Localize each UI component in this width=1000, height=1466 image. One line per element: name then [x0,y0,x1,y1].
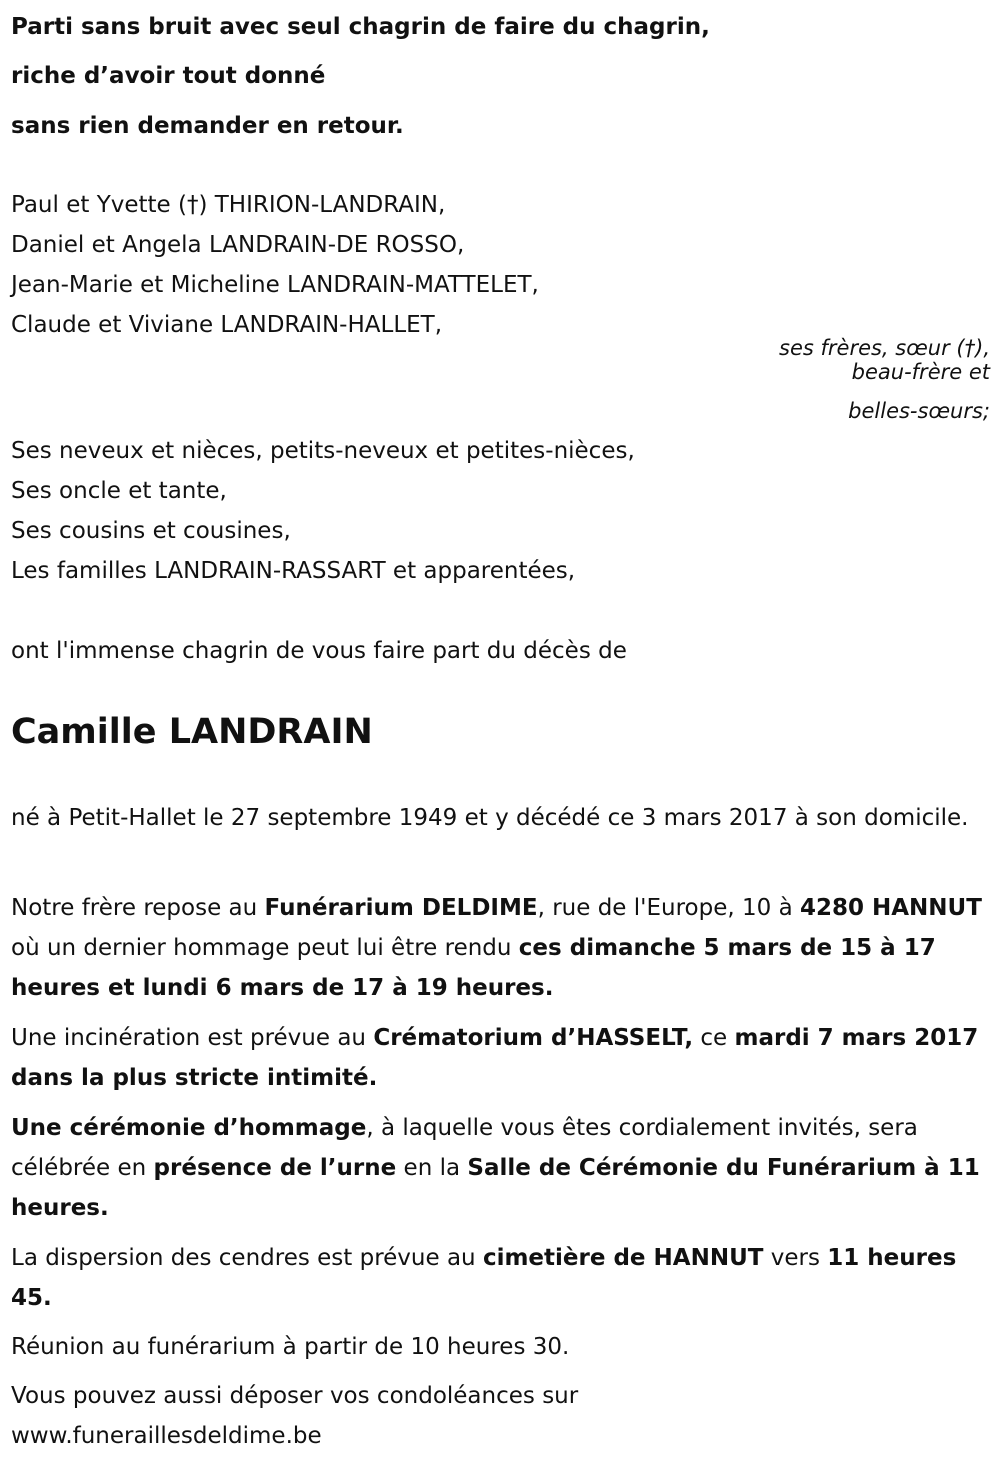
city: 4280 HANNUT [799,895,982,921]
funerarium-name: Funérarium DELDIME [264,895,538,921]
ceremony-text: , à laquelle vous êtes cordialement invités, sera célébrée en [11,1115,918,1181]
repose-paragraph [11,888,986,1008]
sibling-line: Claude et Viviane LANDRAIN-HALLET, [11,312,443,338]
family-line: Ses neveux et nièces, petits-neveux et petites-nièces, [11,438,635,464]
birth-death-paragraph: né à Petit-Hallet le 27 septembre 1949 et y décédé ce 3 mars 2017 à son domicile. [11,805,969,831]
sibling-line: Daniel et Angela LANDRAIN-DE ROSSO, [11,232,465,258]
repose-text: où un dernier hommage peut lui être rendu [11,935,519,961]
poem-line-1: Parti sans bruit avec seul chagrin de faire du chagrin, [11,14,710,40]
ceremony-paragraph [11,1108,986,1228]
condolences-link[interactable]: www.funeraillesdeldime.be [11,1423,322,1449]
incineration-date: mardi 7 mars 2017 dans la plus stricte intimité. [11,1025,979,1091]
family-line: Les familles LANDRAIN-RASSART et apparentées, [11,558,576,584]
relation-line-1: ses frères, sœur (†), [779,336,990,360]
reunion-paragraph: Réunion au funérarium à partir de 10 heures 30. [11,1334,570,1360]
dispersion-text: vers [763,1245,828,1271]
repose-text: Notre frère repose au [11,895,265,921]
dispersion-time: 11 heures 45. [11,1245,957,1311]
visiting-hours: ces dimanche 5 mars de 15 à 17 heures et lundi 6 mars de 17 à 19 heures. [11,935,936,1001]
poem-line-3: sans rien demander en retour. [11,113,404,139]
announcement: ont l'immense chagrin de vous faire part du décès de [11,638,627,664]
dispersion-paragraph [11,1238,986,1318]
condolences-paragraph [11,1376,986,1456]
relation-line-3: belles-sœurs; [848,399,990,423]
family-line: Ses cousins et cousines, [11,518,291,544]
urn-presence: présence de l’urne [153,1155,397,1181]
sibling-line: Paul et Yvette (†) THIRION-LANDRAIN, [11,192,446,218]
family-line: Ses oncle et tante, [11,478,227,504]
ceremony-title: Une cérémonie d’hommage [11,1115,367,1141]
dispersion-text: La dispersion des cendres est prévue au [11,1245,483,1271]
incineration-paragraph [11,1018,986,1098]
crematorium-name: Crématorium d’HASSELT, [373,1025,694,1051]
condolences-text: Vous pouvez aussi déposer vos condoléances sur [11,1383,579,1409]
ceremony-place-time: Salle de Cérémonie du Funérarium à 11 heures. [11,1155,980,1221]
repose-text: , rue de l'Europe, 10 à [537,895,800,921]
cemetery-name: cimetière de HANNUT [482,1245,764,1271]
poem-line-2: riche d’avoir tout donné [11,63,326,89]
ceremony-text: en la [396,1155,468,1181]
sibling-line: Jean-Marie et Micheline LANDRAIN-MATTELET, [11,272,539,298]
incineration-text: Une incinération est prévue au [11,1025,374,1051]
relation-line-2: beau-frère et [851,360,990,384]
incineration-text: ce [693,1025,735,1051]
deceased-name: Camille LANDRAIN [11,712,373,752]
